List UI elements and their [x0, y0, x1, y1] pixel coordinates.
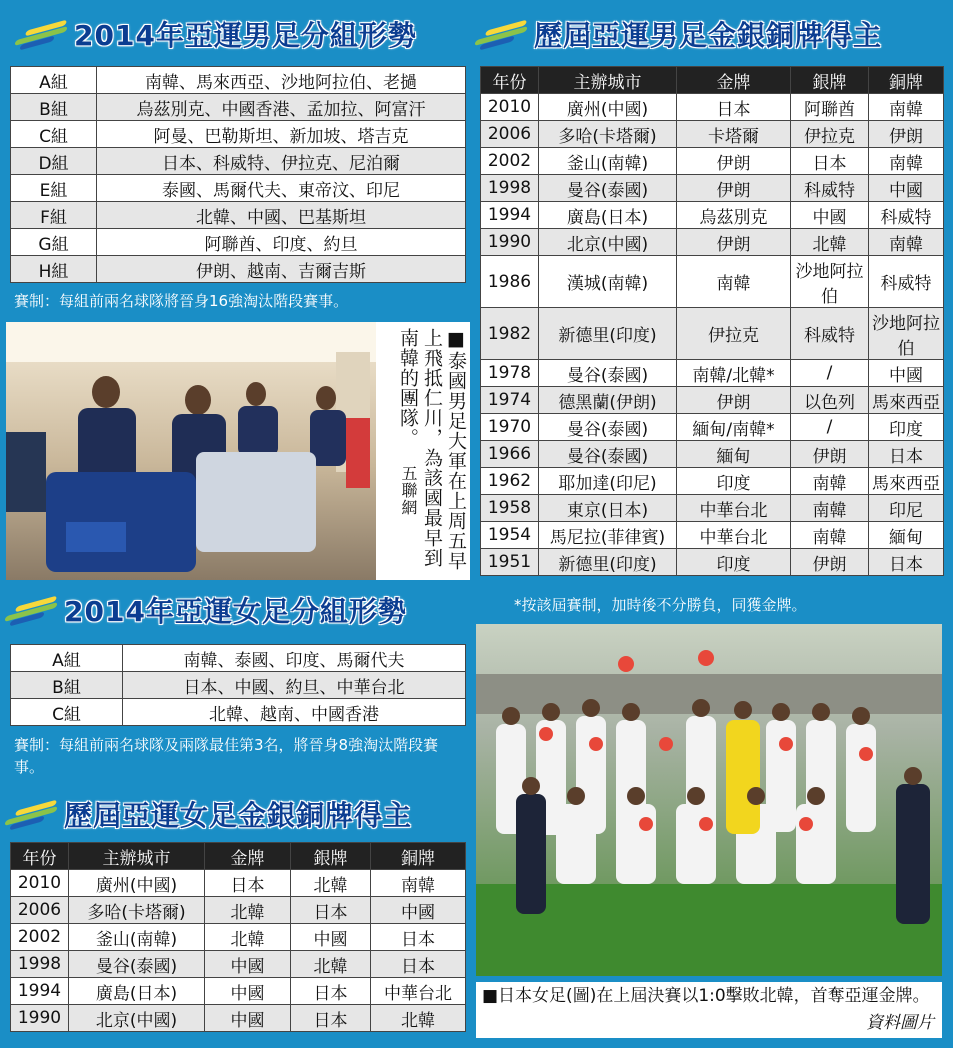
gold-cell: 伊朗: [677, 387, 791, 414]
gold-cell: 中華台北: [677, 522, 791, 549]
table-row: [481, 387, 944, 414]
group-teams: 伊朗、越南、吉爾吉斯: [97, 256, 466, 283]
group-teams: 南韓、泰國、印度、馬爾代夫: [123, 645, 466, 672]
table-row: [481, 202, 944, 229]
gold-cell: 日本: [205, 870, 291, 897]
silver-cell: 南韓: [791, 495, 869, 522]
bronze-cell: 科威特: [869, 256, 944, 308]
bronze-cell: 日本: [371, 951, 466, 978]
table-row: [481, 522, 944, 549]
year-cell: 1954: [481, 522, 539, 549]
bronze-cell: 伊朗: [869, 121, 944, 148]
host-city-cell: 曼谷(泰國): [539, 441, 677, 468]
group-label: B組: [11, 94, 97, 121]
bronze-cell: 中國: [371, 897, 466, 924]
host-city-cell: 廣島(日本): [69, 978, 205, 1005]
gold-cell: 烏茲別克: [677, 202, 791, 229]
year-cell: 1982: [481, 308, 539, 360]
year-cell: 1962: [481, 468, 539, 495]
group-label: C組: [11, 121, 97, 148]
silver-cell: 南韓: [791, 468, 869, 495]
column-header: 年份: [481, 67, 539, 94]
table-row: [481, 360, 944, 387]
men-medals-panel: [476, 6, 948, 586]
column-header: 主辦城市: [69, 843, 205, 870]
group-teams: 阿曼、巴勒斯坦、新加坡、塔吉克: [97, 121, 466, 148]
year-cell: 1990: [11, 1005, 69, 1032]
bronze-cell: 沙地阿拉伯: [869, 308, 944, 360]
column-header: 金牌: [205, 843, 291, 870]
table-row: [11, 870, 466, 897]
photo1-credit: 五聯網: [399, 465, 418, 517]
silver-cell: 日本: [291, 1005, 371, 1032]
gold-cell: 印度: [677, 549, 791, 576]
silver-cell: /: [791, 360, 869, 387]
gold-cell: 北韓: [205, 897, 291, 924]
silver-cell: 阿聯酋: [791, 94, 869, 121]
column-header: 金牌: [677, 67, 791, 94]
bronze-cell: 南韓: [869, 148, 944, 175]
bronze-cell: 日本: [869, 441, 944, 468]
table-row: [11, 148, 466, 175]
group-teams: 南韓、馬來西亞、沙地阿拉伯、老撾: [97, 67, 466, 94]
silver-cell: 日本: [791, 148, 869, 175]
women-groups-table: [10, 644, 466, 726]
year-cell: 2002: [11, 924, 69, 951]
host-city-cell: 北京(中國): [69, 1005, 205, 1032]
silver-cell: 以色列: [791, 387, 869, 414]
group-label: C組: [11, 699, 123, 726]
table-header-row: [481, 67, 944, 94]
column-header: 銅牌: [371, 843, 466, 870]
table-row: [481, 94, 944, 121]
silver-cell: 伊朗: [791, 441, 869, 468]
swoosh-logo-icon: [476, 19, 528, 49]
host-city-cell: 曼谷(泰國): [539, 414, 677, 441]
table-row: [11, 202, 466, 229]
bronze-cell: 中國: [869, 175, 944, 202]
year-cell: 1951: [481, 549, 539, 576]
japan-team-photo: [476, 624, 942, 976]
silver-cell: 伊拉克: [791, 121, 869, 148]
table-row: [11, 175, 466, 202]
host-city-cell: 北京(中國): [539, 229, 677, 256]
gold-cell: 南韓/北韓*: [677, 360, 791, 387]
table-row: [481, 229, 944, 256]
table-row: [481, 495, 944, 522]
swoosh-logo-icon: [16, 19, 68, 49]
year-cell: 1994: [11, 978, 69, 1005]
men-groups-title: 2014年亞運男足分組形勢: [74, 19, 417, 52]
silver-cell: 日本: [291, 978, 371, 1005]
gold-cell: 伊朗: [677, 175, 791, 202]
men-groups-table: [10, 66, 466, 283]
group-label: D組: [11, 148, 97, 175]
host-city-cell: 廣州(中國): [539, 94, 677, 121]
group-teams: 北韓、中國、巴基斯坦: [97, 202, 466, 229]
group-label: E組: [11, 175, 97, 202]
bronze-cell: 印尼: [869, 495, 944, 522]
silver-cell: 日本: [291, 897, 371, 924]
japan-celebration-image: [476, 624, 942, 976]
photo1-caption: [376, 322, 470, 580]
host-city-cell: 多哈(卡塔爾): [69, 897, 205, 924]
host-city-cell: 東京(日本): [539, 495, 677, 522]
host-city-cell: 曼谷(泰國): [69, 951, 205, 978]
bronze-cell: 日本: [371, 924, 466, 951]
host-city-cell: 新德里(印度): [539, 549, 677, 576]
gold-cell: 印度: [677, 468, 791, 495]
host-city-cell: 漢城(南韓): [539, 256, 677, 308]
group-teams: 烏茲別克、中國香港、孟加拉、阿富汗: [97, 94, 466, 121]
table-row: [11, 229, 466, 256]
year-cell: 2010: [11, 870, 69, 897]
table-row: [11, 94, 466, 121]
table-row: [11, 978, 466, 1005]
table-row: [481, 121, 944, 148]
thai-team-photo: [6, 322, 470, 580]
year-cell: 1958: [481, 495, 539, 522]
gold-cell: 南韓: [677, 256, 791, 308]
table-row: [11, 924, 466, 951]
bronze-cell: 南韓: [869, 94, 944, 121]
women-groups-note: 賽制：每組前兩名球隊及兩隊最佳第3名，將晉身8強淘汰階段賽事。: [14, 736, 439, 776]
silver-cell: 北韓: [291, 951, 371, 978]
men-groups-panel: [6, 6, 470, 316]
gold-cell: 伊朗: [677, 229, 791, 256]
women-medals-title: 歷屆亞運女足金銀銅牌得主: [64, 799, 413, 832]
group-teams: 阿聯酋、印度、約旦: [97, 229, 466, 256]
silver-cell: 北韓: [791, 229, 869, 256]
group-label: B組: [11, 672, 123, 699]
photo2-caption-text: ■日本女足(圖)在上屆決賽以1:0擊敗北韓，首奪亞運金牌。: [482, 986, 930, 1006]
silver-cell: 沙地阿拉伯: [791, 256, 869, 308]
table-row: [481, 175, 944, 202]
column-header: 銅牌: [869, 67, 944, 94]
silver-cell: 科威特: [791, 308, 869, 360]
silver-cell: 中國: [791, 202, 869, 229]
gold-cell: 緬甸: [677, 441, 791, 468]
year-cell: 2002: [481, 148, 539, 175]
men-groups-note: 賽制：每組前兩名球隊將晉身16強淘汰階段賽事。: [14, 292, 349, 310]
table-row: [11, 897, 466, 924]
men-medals-banner: [476, 10, 882, 58]
year-cell: 1986: [481, 256, 539, 308]
column-header: 主辦城市: [539, 67, 677, 94]
gold-cell: 卡塔爾: [677, 121, 791, 148]
bronze-cell: 印度: [869, 414, 944, 441]
silver-cell: 北韓: [291, 870, 371, 897]
host-city-cell: 新德里(印度): [539, 308, 677, 360]
table-row: [481, 308, 944, 360]
group-label: A組: [11, 645, 123, 672]
table-row: [11, 256, 466, 283]
bronze-cell: 馬來西亞: [869, 468, 944, 495]
host-city-cell: 耶加達(印尼): [539, 468, 677, 495]
bronze-cell: 南韓: [371, 870, 466, 897]
bronze-cell: 緬甸: [869, 522, 944, 549]
table-header-row: [11, 843, 466, 870]
photo2-credit: 資料圖片: [866, 1013, 934, 1033]
women-groups-banner: [6, 586, 407, 634]
host-city-cell: 曼谷(泰國): [539, 175, 677, 202]
group-teams: 日本、中國、約旦、中華台北: [123, 672, 466, 699]
bronze-cell: 中華台北: [371, 978, 466, 1005]
table-row: [481, 414, 944, 441]
men-groups-banner: [16, 10, 417, 58]
bronze-cell: 南韓: [869, 229, 944, 256]
gold-cell: 中國: [205, 1005, 291, 1032]
column-header: 銀牌: [791, 67, 869, 94]
table-row: [11, 121, 466, 148]
women-groups-panel: [6, 586, 470, 786]
group-label: H組: [11, 256, 97, 283]
table-row: [481, 148, 944, 175]
silver-cell: 伊朗: [791, 549, 869, 576]
year-cell: 2006: [11, 897, 69, 924]
bronze-cell: 中國: [869, 360, 944, 387]
host-city-cell: 釜山(南韓): [69, 924, 205, 951]
year-cell: 1970: [481, 414, 539, 441]
women-medals-banner: [6, 790, 412, 838]
gold-cell: 中國: [205, 978, 291, 1005]
column-header: 銀牌: [291, 843, 371, 870]
bronze-cell: 北韓: [371, 1005, 466, 1032]
table-row: [11, 951, 466, 978]
photo1-caption-text: ■泰國男足大軍在上周五早上飛抵仁川，為該國最早到南韓的團隊。: [397, 328, 467, 571]
gold-cell: 緬甸/南韓*: [677, 414, 791, 441]
year-cell: 1998: [481, 175, 539, 202]
men-medals-table: [480, 66, 944, 576]
silver-cell: /: [791, 414, 869, 441]
table-row: [11, 672, 466, 699]
column-header: 年份: [11, 843, 69, 870]
bronze-cell: 馬來西亞: [869, 387, 944, 414]
table-row: [481, 441, 944, 468]
host-city-cell: 曼谷(泰國): [539, 360, 677, 387]
year-cell: 1966: [481, 441, 539, 468]
group-teams: 泰國、馬爾代夫、東帝汶、印尼: [97, 175, 466, 202]
group-teams: 日本、科威特、伊拉克、尼泊爾: [97, 148, 466, 175]
year-cell: 1990: [481, 229, 539, 256]
table-row: [11, 699, 466, 726]
silver-cell: 科威特: [791, 175, 869, 202]
host-city-cell: 德黑蘭(伊朗): [539, 387, 677, 414]
photo2-caption: [476, 982, 942, 1038]
swoosh-logo-icon: [6, 799, 58, 829]
year-cell: 2010: [481, 94, 539, 121]
silver-cell: 中國: [291, 924, 371, 951]
women-medals-table: [10, 842, 466, 1032]
bronze-cell: 日本: [869, 549, 944, 576]
gold-cell: 伊朗: [677, 148, 791, 175]
group-label: G組: [11, 229, 97, 256]
year-cell: 2006: [481, 121, 539, 148]
table-row: [481, 256, 944, 308]
year-cell: 1998: [11, 951, 69, 978]
gold-cell: 日本: [677, 94, 791, 121]
table-row: [11, 645, 466, 672]
table-row: [481, 549, 944, 576]
group-teams: 北韓、越南、中國香港: [123, 699, 466, 726]
year-cell: 1994: [481, 202, 539, 229]
gold-cell: 北韓: [205, 924, 291, 951]
table-row: [11, 1005, 466, 1032]
silver-cell: 南韓: [791, 522, 869, 549]
women-medals-panel: [6, 786, 470, 1042]
women-groups-title: 2014年亞運女足分組形勢: [64, 595, 407, 628]
year-cell: 1978: [481, 360, 539, 387]
group-label: F組: [11, 202, 97, 229]
year-cell: 1974: [481, 387, 539, 414]
gold-cell: 中國: [205, 951, 291, 978]
swoosh-logo-icon: [6, 595, 58, 625]
host-city-cell: 釜山(南韓): [539, 148, 677, 175]
bronze-cell: 科威特: [869, 202, 944, 229]
host-city-cell: 多哈(卡塔爾): [539, 121, 677, 148]
table-row: [481, 468, 944, 495]
gold-cell: 伊拉克: [677, 308, 791, 360]
gold-cell: 中華台北: [677, 495, 791, 522]
host-city-cell: 廣島(日本): [539, 202, 677, 229]
host-city-cell: 廣州(中國): [69, 870, 205, 897]
men-medals-footnote: *按該屆賽制，加時後不分勝負，同獲金牌。: [514, 596, 807, 614]
group-label: A組: [11, 67, 97, 94]
table-row: [11, 67, 466, 94]
host-city-cell: 馬尼拉(菲律賓): [539, 522, 677, 549]
men-medals-title: 歷屆亞運男足金銀銅牌得主: [534, 19, 883, 52]
